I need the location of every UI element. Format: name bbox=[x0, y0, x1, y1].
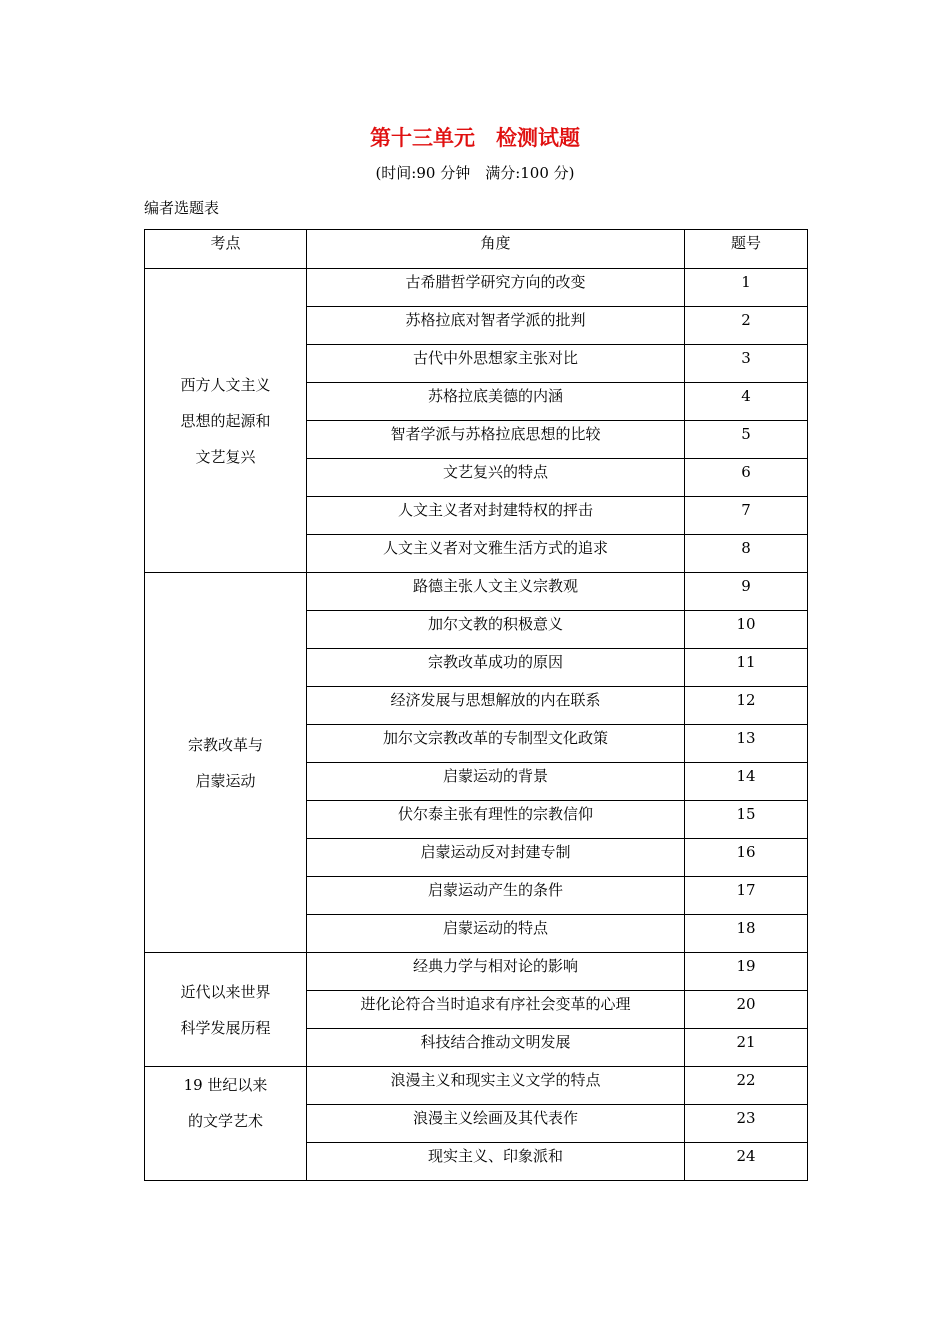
question-number-cell: 5 bbox=[685, 421, 808, 459]
topic-cell bbox=[145, 953, 307, 1067]
angle-cell: 人文主义者对文雅生活方式的追求 bbox=[307, 535, 685, 573]
table-row bbox=[145, 953, 808, 991]
angle-cell: 进化论符合当时追求有序社会变革的心理 bbox=[307, 991, 685, 1029]
table-header-row bbox=[145, 230, 808, 269]
topic-line: 思想的起源和 bbox=[180, 411, 271, 430]
header-topic: 考点 bbox=[145, 230, 307, 269]
angle-cell: 智者学派与苏格拉底思想的比较 bbox=[307, 421, 685, 459]
header-angle: 角度 bbox=[307, 230, 685, 269]
question-number-cell: 16 bbox=[685, 839, 808, 877]
question-number-cell: 9 bbox=[685, 573, 808, 611]
page-title: 第十三单元 检测试题 bbox=[370, 126, 580, 150]
topic-line: 文艺复兴 bbox=[195, 447, 256, 466]
topic-line: 19 世纪以来 bbox=[183, 1076, 268, 1094]
question-number-cell: 1 bbox=[685, 269, 808, 307]
question-number-cell: 6 bbox=[685, 459, 808, 497]
table-row bbox=[145, 573, 808, 611]
topic-line: 宗教改革与 bbox=[187, 735, 263, 754]
question-number-cell: 18 bbox=[685, 915, 808, 953]
header-number: 题号 bbox=[685, 230, 808, 269]
topic-line: 启蒙运动 bbox=[195, 771, 256, 790]
question-number-cell: 15 bbox=[685, 801, 808, 839]
topic-cell bbox=[145, 1067, 307, 1181]
question-number-cell: 4 bbox=[685, 383, 808, 421]
question-number-cell: 23 bbox=[685, 1105, 808, 1143]
angle-cell: 加尔文教的积极意义 bbox=[307, 611, 685, 649]
question-number-cell: 21 bbox=[685, 1029, 808, 1067]
topic-line: 西方人文主义 bbox=[180, 375, 271, 394]
table-row bbox=[145, 269, 808, 307]
angle-cell: 古代中外思想家主张对比 bbox=[307, 345, 685, 383]
angle-cell: 宗教改革成功的原因 bbox=[307, 649, 685, 687]
exam-time-score: (时间:90 分钟 满分:100 分) bbox=[375, 164, 575, 182]
topic-cell bbox=[145, 269, 307, 573]
question-number-cell: 7 bbox=[685, 497, 808, 535]
question-number-cell: 19 bbox=[685, 953, 808, 991]
angle-cell: 经典力学与相对论的影响 bbox=[307, 953, 685, 991]
angle-cell: 古希腊哲学研究方向的改变 bbox=[307, 269, 685, 307]
topic-line: 近代以来世界 bbox=[180, 982, 271, 1001]
angle-cell: 苏格拉底美德的内涵 bbox=[307, 383, 685, 421]
angle-cell: 启蒙运动的背景 bbox=[307, 763, 685, 801]
question-number-cell: 8 bbox=[685, 535, 808, 573]
angle-cell: 路德主张人文主义宗教观 bbox=[307, 573, 685, 611]
question-number-cell: 12 bbox=[685, 687, 808, 725]
topic-cell bbox=[145, 573, 307, 953]
question-number-cell: 14 bbox=[685, 763, 808, 801]
angle-cell: 科技结合推动文明发展 bbox=[307, 1029, 685, 1067]
question-selection-table bbox=[144, 229, 808, 1181]
question-number-cell: 24 bbox=[685, 1143, 808, 1181]
table-body bbox=[145, 269, 808, 1181]
topic-line: 的文学艺术 bbox=[187, 1112, 263, 1130]
angle-cell: 人文主义者对封建特权的抨击 bbox=[307, 497, 685, 535]
table-caption: 编者选题表 bbox=[144, 199, 220, 217]
question-number-cell: 13 bbox=[685, 725, 808, 763]
angle-cell: 伏尔泰主张有理性的宗教信仰 bbox=[307, 801, 685, 839]
topic-line: 科学发展历程 bbox=[180, 1018, 271, 1037]
question-number-cell: 10 bbox=[685, 611, 808, 649]
angle-cell: 加尔文宗教改革的专制型文化政策 bbox=[307, 725, 685, 763]
angle-cell: 现实主义、印象派和 bbox=[307, 1143, 685, 1181]
question-number-cell: 3 bbox=[685, 345, 808, 383]
angle-cell: 启蒙运动反对封建专制 bbox=[307, 839, 685, 877]
angle-cell: 浪漫主义和现实主义文学的特点 bbox=[307, 1067, 685, 1105]
angle-cell: 苏格拉底对智者学派的批判 bbox=[307, 307, 685, 345]
angle-cell: 浪漫主义绘画及其代表作 bbox=[307, 1105, 685, 1143]
angle-cell: 经济发展与思想解放的内在联系 bbox=[307, 687, 685, 725]
question-number-cell: 2 bbox=[685, 307, 808, 345]
question-number-cell: 17 bbox=[685, 877, 808, 915]
question-number-cell: 20 bbox=[685, 991, 808, 1029]
question-number-cell: 22 bbox=[685, 1067, 808, 1105]
angle-cell: 启蒙运动产生的条件 bbox=[307, 877, 685, 915]
angle-cell: 文艺复兴的特点 bbox=[307, 459, 685, 497]
question-number-cell: 11 bbox=[685, 649, 808, 687]
angle-cell: 启蒙运动的特点 bbox=[307, 915, 685, 953]
table-row bbox=[145, 1067, 808, 1105]
